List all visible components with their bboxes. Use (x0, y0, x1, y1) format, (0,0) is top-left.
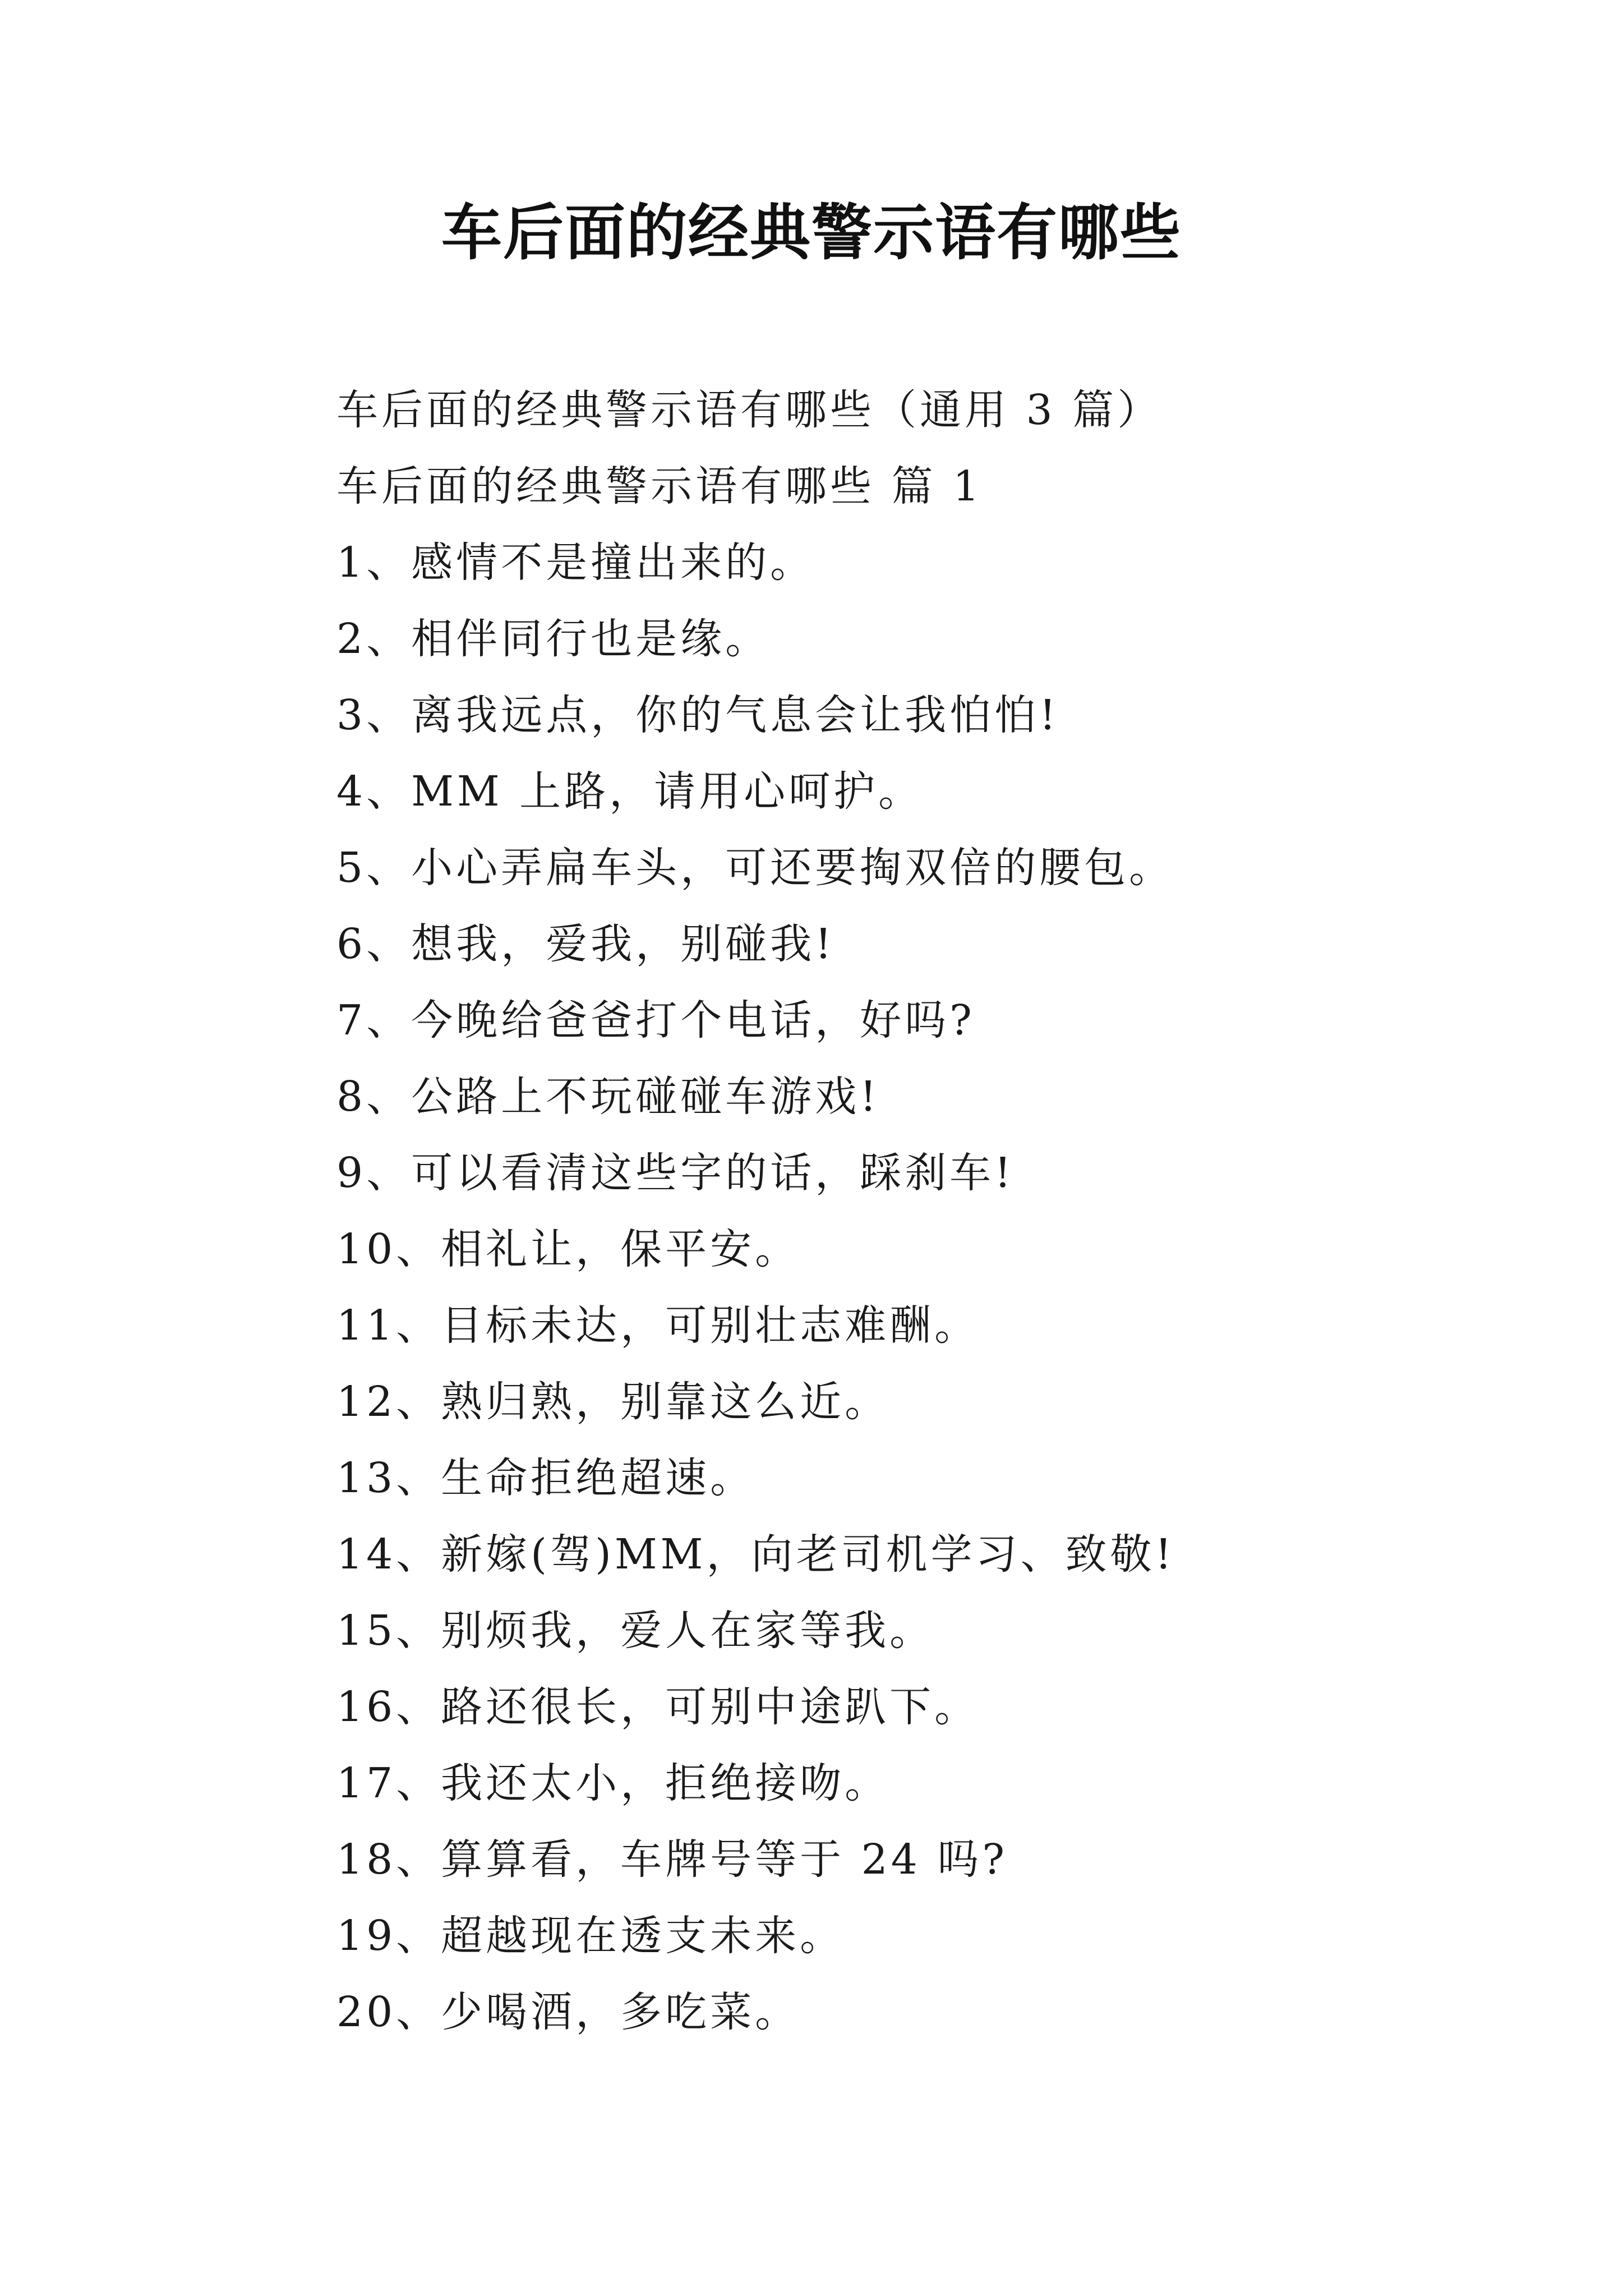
list-item: 9、可以看清这些字的话，踩刹车! (336, 1149, 1015, 1197)
list-item: 13、生命拒绝超速。 (336, 1454, 755, 1502)
list-item: 1、感情不是撞出来的。 (336, 539, 815, 587)
list-item: 12、熟归熟，别靠这么近。 (336, 1378, 890, 1426)
section-heading: 车后面的经典警示语有哪些 篇 1 (336, 462, 983, 510)
list-item: 2、相伴同行也是缘。 (336, 615, 771, 663)
list-item: 10、相礼让，保平安。 (336, 1225, 800, 1273)
list-item: 8、公路上不玩碰碰车游戏! (336, 1073, 880, 1121)
document-body (336, 372, 1570, 2050)
document-title: 车后面的经典警示语有哪些 (441, 197, 1182, 268)
list-item: 18、算算看，车牌号等于 24 吗? (336, 1835, 1008, 1884)
list-item: 14、新嫁(驾)MM，向老司机学习、致敬! (336, 1530, 1175, 1579)
list-item: 6、想我，爱我，别碰我! (336, 920, 835, 968)
list-item: 15、别烦我，爱人在家等我。 (336, 1607, 935, 1655)
list-item: 17、我还太小，拒绝接吻。 (336, 1759, 890, 1807)
list-item: 19、超越现在透支未来。 (336, 1912, 845, 1960)
list-item: 11、目标未达，可别壮志难酬。 (336, 1301, 980, 1350)
list-item: 3、离我远点，你的气息会让我怕怕! (336, 691, 1059, 739)
list-item: 5、小心弄扁车头，可还要掏双倍的腰包。 (336, 844, 1174, 892)
list-item: 7、今晚给爸爸打个电话，好吗? (336, 996, 975, 1045)
list-item: 4、MM 上路，请用心呵护。 (336, 767, 924, 816)
list-item: 20、少喝酒，多吃菜。 (336, 1988, 800, 2036)
list-item: 16、路还很长，可别中途趴下。 (336, 1683, 980, 1731)
subtitle-line: 车后面的经典警示语有哪些（通用 3 篇） (336, 386, 1163, 434)
